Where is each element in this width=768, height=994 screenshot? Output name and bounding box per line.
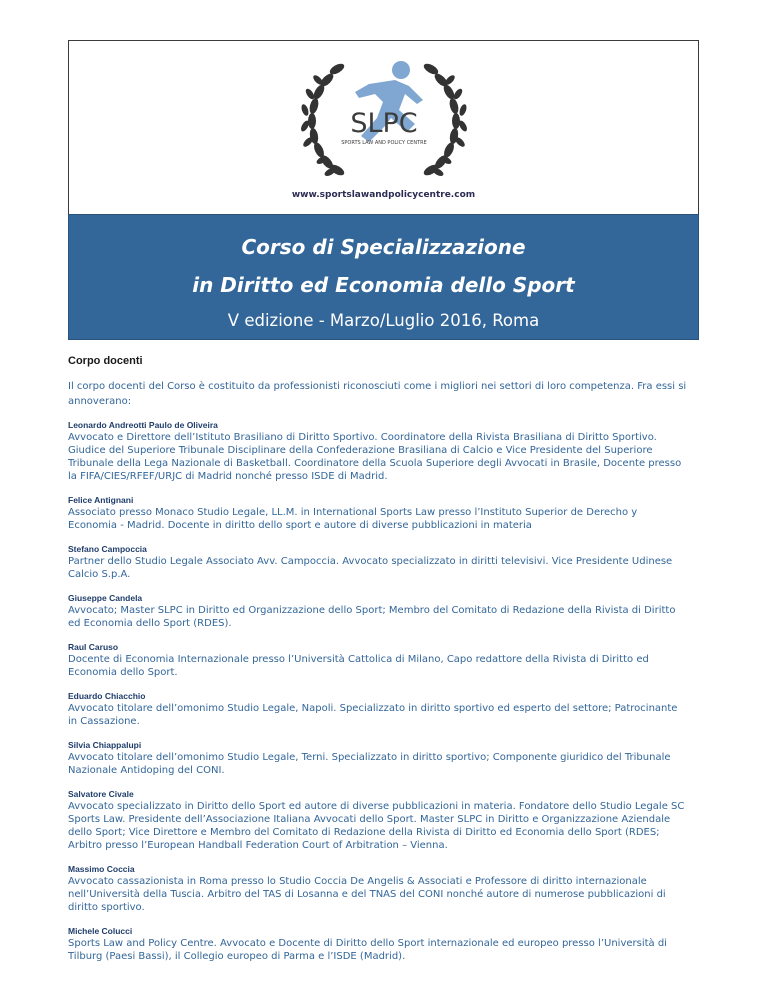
- member-description: Sports Law and Policy Centre. Avvocato e Docente di Diritto dello Sport internazionale ed europeo presso l’Università di Tilburg (Paesi Bassi), il Collegio europeo di Parma e l’ISDE (Madrid).: [68, 938, 667, 962]
- faculty-member: [68, 925, 688, 963]
- member-name: Leonardo Andreotti Paulo de Oliveira: [68, 420, 218, 430]
- member-description: Avvocato; Master SLPC in Diritto ed Organizzazione dello Sport; Membro del Comitato di Redazione della Rivista di Diritto ed Economia dello Sport (RDES).: [68, 605, 676, 629]
- faculty-member: [68, 419, 688, 483]
- member-name: Salvatore Civale: [68, 789, 134, 799]
- member-description: Avvocato specializzato in Diritto dello Sport ed autore di diverse pubblicazioni in materia. Fondatore dello Studio Legale SC Sports Law. Presidente dell’Associazione Italiana Avvocati dello Sport. Master SLPC in Diritto e Organizzazione Aziendale dello Sport; Vice Direttore e Membro del Comitato di Redazione della Rivista di Diritto ed Economia dello Sport (RDES; Arbitro presso l’European Handball Federation Court of Arbitration – Vienna.: [68, 801, 685, 851]
- member-name: Michele Colucci: [68, 926, 133, 936]
- faculty-member: [68, 494, 688, 532]
- member-description: Associato presso Monaco Studio Legale, LL.M. in International Sports Law presso l’Instituto Superior de Derecho y Economia - Madrid. Docente in diritto dello sport e autore di diverse pubblicazioni in materia: [68, 507, 638, 531]
- banner-title-line2: in Diritto ed Economia dello Sport: [192, 273, 575, 297]
- faculty-member: [68, 863, 688, 914]
- member-description: Avvocato titolare dell’omonimo Studio Legale, Napoli. Specializzato in diritto sportivo ed esperto del settore; Patrocinante in Cassazione.: [68, 703, 678, 727]
- member-description: Avvocato cassazionista in Roma presso lo Studio Coccia De Angelis & Associati e Professore di diritto internazionale nell’Università della Tuscia. Arbitro del TAS di Losanna e del TNAS del CONI nonché autore di numerose pubblicazioni di diritto sportivo.: [68, 876, 666, 913]
- member-description: Docente di Economia Internazionale presso l’Università Cattolica di Milano, Capo redattore della Rivista di Diritto ed Economia dello Sport.: [68, 654, 649, 678]
- faculty-member: [68, 690, 688, 728]
- member-name: Raul Caruso: [68, 642, 119, 652]
- banner-edition: V edizione - Marzo/Luglio 2016, Roma: [227, 311, 540, 330]
- member-name: Eduardo Chiacchio: [68, 691, 146, 701]
- faculty-member: [68, 592, 688, 630]
- faculty-member: [68, 788, 688, 852]
- member-name: Felice Antignani: [68, 495, 134, 505]
- member-name: Massimo Coccia: [68, 864, 135, 874]
- faculty-member: [68, 641, 688, 679]
- member-description: Avvocato e Direttore dell’Istituto Brasiliano di Diritto Sportivo. Coordinatore della Rivista Brasiliana di Diritto Sportivo. Giudice del Superiore Tribunale Disciplinare della Confederazione Brasiliana di Calcio e Vice Presidente del Superiore Tribunale della Lega Nazionale di Basketball. Coordinatore della Scuola Superiore degli Avvocati in Brasile, Docente presso la FIFA/CIES/RFEF/URJC di Madrid nonché presso ISDE di Madrid.: [68, 432, 682, 482]
- member-name: Giuseppe Candela: [68, 593, 143, 603]
- logo-text: SLPC: [350, 108, 418, 139]
- logo-subtext: SPORTS LAW AND POLICY CENTRE: [341, 140, 427, 146]
- faculty-member: [68, 739, 688, 777]
- website-url[interactable]: www.sportslawandpolicycentre.com: [291, 190, 476, 200]
- header-box: [68, 40, 699, 214]
- course-banner: [68, 214, 699, 340]
- section-intro: Il corpo docenti del Corso è costituito da professionisti riconosciuti come i migliori nei settori di loro competenza. Fra essi si annoverano:: [68, 381, 687, 407]
- faculty-section: [68, 355, 688, 974]
- member-name: Stefano Campoccia: [68, 544, 147, 554]
- member-description: Avvocato titolare dell’omonimo Studio Legale, Terni. Specializzato in diritto sportivo; Componente giuridico del Tribunale Nazionale Antidoping del CONI.: [68, 752, 671, 776]
- member-description: Partner dello Studio Legale Associato Avv. Campoccia. Avvocato specializzato in diritti televisivi. Vice Presidente Udinese Calcio S.p.A.: [68, 556, 673, 580]
- banner-title-line1: Corso di Specializzazione: [241, 235, 526, 259]
- slpc-logo: [297, 50, 471, 188]
- faculty-member: [68, 543, 688, 581]
- section-title: Corpo docenti: [68, 355, 143, 367]
- member-name: Silvia Chiappalupi: [68, 740, 142, 750]
